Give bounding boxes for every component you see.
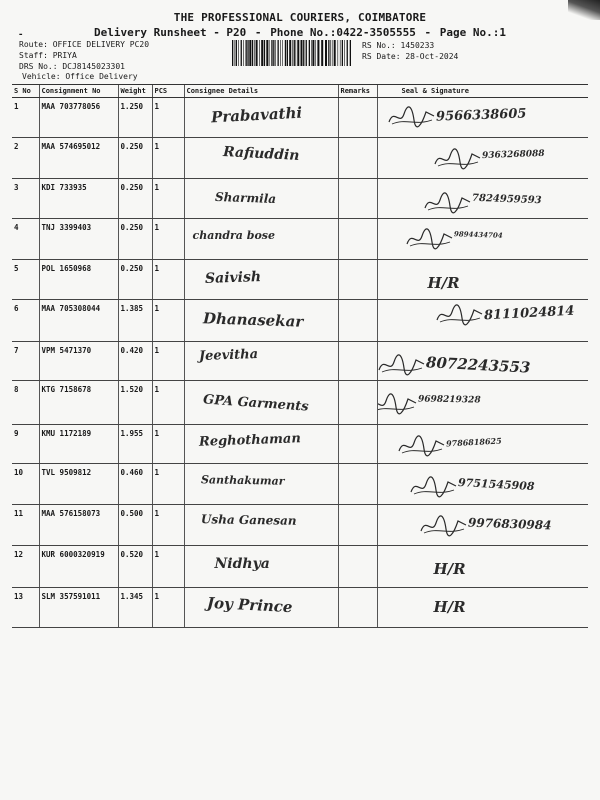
cell-weight: 0.420 [118, 342, 152, 381]
barcode-bar [296, 40, 297, 66]
cell-remarks [338, 138, 377, 179]
cell-signature [377, 505, 588, 546]
cell-pcs: 1 [152, 260, 184, 300]
barcode-bar [289, 40, 291, 66]
cell-remarks [338, 425, 377, 464]
consignee-handwriting: Reghothaman [198, 431, 301, 450]
barcode-bar [342, 40, 343, 66]
cell-consignee [184, 138, 338, 179]
cell-signature [377, 179, 588, 219]
barcode-bar [312, 40, 314, 66]
cell-signature [377, 138, 588, 179]
barcode-bar [269, 40, 270, 66]
barcode-bar [273, 40, 274, 66]
signature-scribble [432, 146, 484, 172]
cell-signature [377, 546, 588, 588]
barcode-bar [332, 40, 333, 66]
cell-remarks [338, 588, 377, 628]
barcode-bar [236, 40, 237, 66]
cell-remarks [338, 179, 377, 219]
barcode-bar [340, 40, 341, 66]
barcode-bar [338, 40, 339, 66]
barcode-bar [321, 40, 323, 66]
cell-signature [377, 98, 588, 138]
consignee-handwriting: Saivish [204, 269, 261, 287]
cell-consignment-no: TNJ 3399403 [39, 219, 118, 260]
cell-signature [377, 260, 588, 300]
cell-signature [377, 300, 588, 342]
signature-scribble [434, 302, 486, 328]
cell-pcs: 1 [152, 138, 184, 179]
consignee-handwriting: Rafiuddin [222, 144, 300, 164]
barcode-bar [303, 40, 304, 66]
cell-pcs: 1 [152, 219, 184, 260]
cell-pcs: 1 [152, 98, 184, 138]
runsheet-label: Delivery Runsheet - P20 [93, 26, 247, 39]
barcode-bar [344, 40, 345, 66]
table-row [12, 505, 588, 546]
consignee-handwriting: Sharmila [214, 189, 276, 207]
cell-signature [377, 342, 588, 381]
cell-consignment-no: MAA 576158073 [39, 505, 118, 546]
cell-consignee [184, 98, 338, 138]
barcode-image [232, 40, 352, 66]
header-mark: - [18, 30, 24, 40]
cell-consignee [184, 464, 338, 505]
rs-date: RS Date: 28-Oct-2024 [362, 52, 459, 61]
consignee-handwriting: Usha Ganesan [200, 512, 297, 528]
barcode-bar [325, 40, 327, 66]
barcode-bar [280, 40, 281, 66]
barcode-bar [259, 40, 260, 66]
cell-remarks [338, 219, 377, 260]
route-info: Route: OFFICE DELIVERY PC20 [19, 40, 150, 49]
cell-sno: 9 [12, 425, 39, 464]
signature-phone: H/R [427, 274, 460, 292]
table-row [12, 179, 588, 219]
barcode-bar [315, 40, 316, 66]
signature-scribble [377, 391, 420, 417]
cell-sno: 7 [12, 342, 39, 381]
barcode-bar [301, 40, 303, 66]
cell-signature [377, 381, 588, 425]
table-row [12, 342, 588, 381]
cell-sno: 5 [12, 260, 39, 300]
barcode-bar [261, 40, 263, 66]
cell-consignee [184, 505, 338, 546]
cell-remarks [338, 260, 377, 300]
cell-sno: 10 [12, 464, 39, 505]
barcode-bar [297, 40, 299, 66]
signature-scribble [404, 226, 456, 252]
table-row [12, 381, 588, 425]
cell-consignee [184, 219, 338, 260]
barcode-bar [292, 40, 293, 66]
signature-scribble [396, 433, 448, 459]
cell-remarks [338, 381, 377, 425]
signature-scribble [408, 474, 460, 500]
cell-consignee [184, 260, 338, 300]
table-row [12, 425, 588, 464]
table-row [12, 588, 588, 628]
cell-weight: 0.250 [118, 260, 152, 300]
cell-pcs: 1 [152, 425, 184, 464]
signature-scribble [377, 352, 428, 378]
col-consignment: Consignment No [39, 85, 118, 98]
barcode-bar [252, 40, 253, 66]
table-row [12, 300, 588, 342]
consignee-handwriting: Dhanasekar [202, 309, 304, 331]
cell-pcs: 1 [152, 505, 184, 546]
cell-pcs: 1 [152, 381, 184, 425]
signature-phone: 9363268088 [481, 148, 545, 162]
cell-consignment-no: KTG 7158678 [39, 381, 118, 425]
cell-remarks [338, 342, 377, 381]
cell-consignment-no: KDI 733935 [39, 179, 118, 219]
consignee-handwriting: GPA Garments [202, 392, 309, 415]
col-remarks: Remarks [338, 85, 377, 98]
table-row [12, 138, 588, 179]
table-row [12, 219, 588, 260]
barcode-bar [243, 40, 244, 66]
cell-sno: 6 [12, 300, 39, 342]
cell-consignee [184, 546, 338, 588]
signature-phone: 9786818625 [445, 435, 502, 449]
barcode-bar [264, 40, 265, 66]
cell-pcs: 1 [152, 588, 184, 628]
barcode-bar [306, 40, 307, 66]
cell-remarks [338, 300, 377, 342]
barcode-bar [246, 40, 247, 66]
barcode-bar [278, 40, 279, 66]
signature-scribble [422, 190, 474, 216]
cell-weight: 1.520 [118, 381, 152, 425]
col-pcs: PCS [152, 85, 184, 98]
page-label: Page No.:1 [439, 26, 506, 39]
cell-weight: 0.250 [118, 179, 152, 219]
cell-weight: 1.345 [118, 588, 152, 628]
signature-scribble [386, 104, 438, 130]
cell-sno: 1 [12, 98, 39, 138]
cell-pcs: 1 [152, 464, 184, 505]
barcode-bar [328, 40, 329, 66]
barcode-bar [287, 40, 288, 66]
cell-weight: 0.460 [118, 464, 152, 505]
barcode-bar [241, 40, 242, 66]
cell-consignment-no: MAA 705308044 [39, 300, 118, 342]
barcode-bar [238, 40, 239, 66]
cell-signature [377, 425, 588, 464]
cell-consignee [184, 300, 338, 342]
col-sno: S No [12, 85, 39, 98]
runsheet-subtitle: Delivery Runsheet - P20 - Phone No.:0422-3505555 - Page No.:1 [93, 26, 506, 39]
consignee-handwriting: Santhakumar [200, 473, 285, 488]
cell-sno: 8 [12, 381, 39, 425]
cell-weight: 0.250 [118, 219, 152, 260]
cell-sno: 3 [12, 179, 39, 219]
signature-phone: H/R [433, 598, 466, 616]
barcode-bar [334, 40, 336, 66]
cell-weight: 0.250 [118, 138, 152, 179]
signature-phone: 8072243553 [425, 353, 531, 377]
cell-pcs: 1 [152, 342, 184, 381]
cell-pcs: 1 [152, 300, 184, 342]
barcode-bar [347, 40, 348, 66]
barcode-bar [282, 40, 283, 66]
table-header-row [12, 85, 588, 98]
cell-consignment-no: MAA 703778056 [39, 98, 118, 138]
barcode-bar [294, 40, 295, 66]
cell-pcs: 1 [152, 546, 184, 588]
cell-weight: 0.500 [118, 505, 152, 546]
cell-consignee [184, 342, 338, 381]
cell-consignee [184, 425, 338, 464]
table-row [12, 98, 588, 138]
barcode-bar [285, 40, 286, 66]
consignee-handwriting: Prabavathi [210, 103, 302, 127]
cell-consignee [184, 179, 338, 219]
vehicle-info: Vehicle: Office Delivery [22, 72, 138, 81]
consignee-handwriting: Jeevitha [198, 346, 258, 365]
cell-weight: 0.520 [118, 546, 152, 588]
cell-consignment-no: POL 1650968 [39, 260, 118, 300]
cell-signature [377, 219, 588, 260]
cell-signature [377, 588, 588, 628]
cell-consignee [184, 381, 338, 425]
barcode-bar [247, 40, 248, 66]
cell-weight: 1.250 [118, 98, 152, 138]
company-title: THE PROFESSIONAL COURIERS, COIMBATORE [173, 11, 427, 24]
cell-remarks [338, 464, 377, 505]
barcode-bar [249, 40, 251, 66]
staff-info: Staff: PRIYA [19, 51, 77, 60]
phone-label: Phone No.:0422-3505555 [270, 26, 416, 39]
cell-sno: 2 [12, 138, 39, 179]
signature-scribble [418, 513, 470, 539]
runsheet-table [12, 84, 588, 628]
col-weight: Weight [118, 85, 152, 98]
cell-sno: 12 [12, 546, 39, 588]
barcode-bar [311, 40, 312, 66]
cell-consignee [184, 588, 338, 628]
cell-consignment-no: MAA 574695012 [39, 138, 118, 179]
barcode-bar [232, 40, 233, 66]
cell-consignment-no: KUR 6000320919 [39, 546, 118, 588]
signature-phone: 9976830984 [467, 515, 552, 533]
barcode-bar [256, 40, 258, 66]
signature-phone: H/R [433, 560, 466, 578]
barcode-bar [254, 40, 255, 66]
signature-phone: 9698219328 [417, 394, 481, 406]
table-row [12, 260, 588, 300]
signature-phone: 9894434704 [453, 229, 503, 240]
barcode-bar [275, 40, 276, 66]
consignee-handwriting: chandra bose [192, 229, 275, 242]
cell-signature [377, 464, 588, 505]
table-row [12, 546, 588, 588]
rs-number: RS No.: 1450233 [362, 41, 435, 50]
cell-remarks [338, 505, 377, 546]
signature-phone: 9566338605 [435, 106, 527, 125]
barcode-bar [330, 40, 331, 66]
cell-consignment-no: TVL 9509812 [39, 464, 118, 505]
barcode-bar [350, 40, 351, 66]
cell-weight: 1.955 [118, 425, 152, 464]
drs-info: DRS No.: DCJ8145023301 [19, 62, 125, 71]
signature-phone: 7824959593 [471, 192, 542, 207]
cell-consignment-no: KMU 1172189 [39, 425, 118, 464]
barcode-bar [309, 40, 310, 66]
consignee-handwriting: Joy Prince [206, 593, 293, 617]
cell-remarks [338, 546, 377, 588]
cell-consignment-no: VPM 5471370 [39, 342, 118, 381]
cell-sno: 11 [12, 505, 39, 546]
cell-pcs: 1 [152, 179, 184, 219]
cell-weight: 1.385 [118, 300, 152, 342]
consignee-handwriting: Nidhya [214, 556, 270, 572]
cell-sno: 13 [12, 588, 39, 628]
cell-consignment-no: SLM 357591011 [39, 588, 118, 628]
barcode-bar [317, 40, 319, 66]
cell-sno: 4 [12, 219, 39, 260]
col-consignee: Consignee Details [184, 85, 338, 98]
table-row [12, 464, 588, 505]
barcode-bar [271, 40, 272, 66]
signature-phone: 9751545908 [457, 476, 535, 493]
cell-remarks [338, 98, 377, 138]
barcode-bar [266, 40, 268, 66]
barcode-bar [235, 40, 236, 66]
col-signature: Seal & Signature [377, 85, 588, 98]
signature-phone: 8111024814 [483, 303, 575, 324]
